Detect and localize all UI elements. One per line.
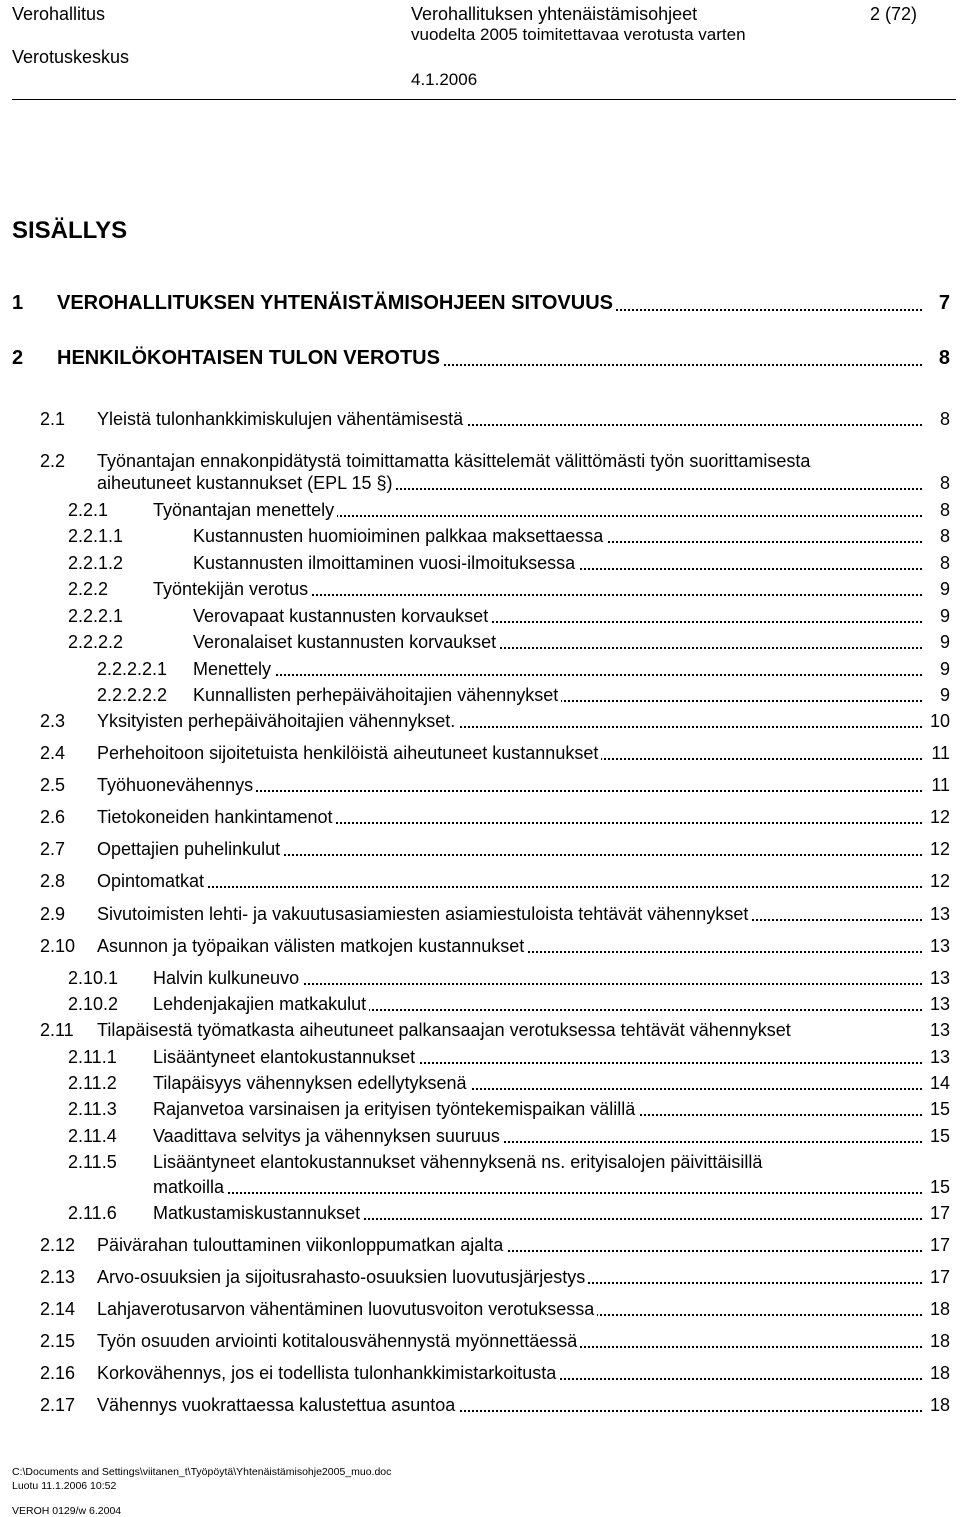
toc-entry-number: 2.11.1 [68, 1047, 117, 1067]
toc-entry-number: 2.2.2 [68, 579, 109, 599]
toc-entry-page: 12 [929, 871, 950, 891]
toc-entry-number: 2.2.2.2 [68, 632, 124, 652]
toc-entry-title: Työnantajan menettely [153, 500, 337, 520]
toc-entry-title: VEROHALLITUKSEN YHTENÄISTÄMISOHJEEN SITOVUUS [57, 292, 616, 314]
toc-entry[interactable] [0, 290, 960, 314]
header-doc-title: Verohallituksen yhtenäistämisohjeet [411, 4, 698, 24]
toc-entry-number: 2.3 [40, 711, 66, 731]
toc-dot-leader [193, 674, 922, 676]
toc-entry-title: Tilapäisestä työmatkasta aiheutuneet palkansaajan verotuksessa tehtävät vähennykset [97, 1020, 794, 1040]
toc-entry[interactable] [0, 1124, 960, 1148]
toc-entry-page: 17 [929, 1235, 950, 1255]
toc-entry-number: 2.2.2.1 [68, 606, 124, 626]
toc-entry-page: 13 [929, 904, 950, 924]
toc-entry[interactable] [0, 524, 960, 548]
toc-entry-number: 2.2.2.2.1 [97, 659, 168, 679]
toc-entry[interactable] [0, 604, 960, 628]
toc-entry-number: 2.10.1 [68, 968, 119, 988]
toc-entry-title: Verovapaat kustannusten korvaukset [193, 606, 491, 626]
header-page-number: 2 (72) [870, 4, 918, 24]
toc-entry-number: 2.4 [40, 743, 66, 763]
toc-entry-number: 2.11 [40, 1020, 74, 1040]
toc-entry[interactable] [0, 498, 960, 522]
toc-entry[interactable] [0, 1233, 960, 1257]
toc-entry[interactable] [0, 773, 960, 797]
toc-entry[interactable] [0, 992, 960, 1016]
footer-form-code: VEROH 0129/w 6.2004 [12, 1505, 122, 1517]
toc-entry-page: 11 [931, 743, 950, 763]
toc-entry[interactable] [0, 471, 960, 495]
header-date: 4.1.2006 [411, 70, 478, 89]
toc-entry-number: 2.10.2 [68, 994, 119, 1014]
toc-entry-page: 15 [929, 1177, 950, 1197]
toc-entry[interactable] [0, 1150, 960, 1174]
toc-entry-title: Rajanvetoa varsinaisen ja erityisen työntekemispaikan välillä [153, 1099, 638, 1119]
toc-entry-title: Työn osuuden arviointi kotitalousvähennystä myönnettäessä [97, 1331, 580, 1351]
toc-entry[interactable] [0, 966, 960, 990]
toc-entry-number: 1 [12, 292, 24, 314]
toc-entry-page: 13 [929, 936, 950, 956]
toc-entry[interactable] [0, 407, 960, 431]
toc-entry[interactable] [0, 1265, 960, 1289]
toc-entry-number: 2.6 [40, 807, 66, 827]
toc-entry-title: Työntekijän verotus [153, 579, 311, 599]
toc-entry[interactable] [0, 741, 960, 765]
toc-entry[interactable] [0, 1097, 960, 1121]
page-title: SISÄLLYS [12, 217, 128, 244]
toc-entry-page: 15 [929, 1126, 950, 1146]
toc-entry[interactable] [0, 934, 960, 958]
toc-entry-page: 9 [939, 632, 950, 652]
toc-entry-page: 8 [939, 526, 950, 546]
toc-entry-number: 2.9 [40, 904, 66, 924]
toc-entry-title: Asunnon ja työpaikan välisten matkojen kustannukset [97, 936, 527, 956]
toc-entry-page: 18 [929, 1299, 950, 1319]
toc-entry-title: Tilapäisyys vähennyksen edellytyksenä [153, 1073, 470, 1093]
toc-entry-title: Lisääntyneet elantokustannukset vähennyksenä ns. erityisalojen päivittäisillä [153, 1152, 765, 1172]
footer-file-path: C:\Documents and Settings\viitanen_t\Työpöytä\Yhtenäistämisohje2005_muo.doc [12, 1466, 392, 1478]
toc-entry[interactable] [0, 683, 960, 707]
toc-entry[interactable] [0, 1201, 960, 1225]
toc-entry-number: 2.11.6 [68, 1203, 117, 1223]
toc-entry-title: Menettely [193, 659, 274, 679]
toc-entry[interactable] [0, 1071, 960, 1095]
toc-entry-title: Työhuonevähennys [97, 775, 256, 795]
toc-entry-title: Perhehoitoon sijoitetuista henkilöistä aiheutuneet kustannukset [97, 743, 601, 763]
toc-entry[interactable] [0, 551, 960, 575]
toc-entry-number: 2.2.1.2 [68, 553, 124, 573]
toc-entry-number: 2.2.1 [68, 500, 109, 520]
toc-entry-page: 10 [929, 711, 950, 731]
toc-entry-title: Lehdenjakajien matkakulut [153, 994, 369, 1014]
toc-entry-page: 13 [929, 994, 950, 1014]
toc-entry[interactable] [0, 869, 960, 893]
toc-entry-number: 2.15 [40, 1331, 76, 1351]
toc-entry-page: 7 [938, 292, 950, 314]
toc-entry-title: Sivutoimisten lehti- ja vakuutusasiamiesten asiamiestuloista tehtävät vähennykset [97, 904, 751, 924]
toc-entry-page: 11 [931, 775, 950, 795]
toc-entry-number: 2.13 [40, 1267, 76, 1287]
toc-entry-number: 2.11.5 [68, 1152, 117, 1172]
toc-entry-title: Yksityisten perhepäivähoitajien vähennykset. [97, 711, 458, 731]
toc-entry-page: 14 [929, 1073, 950, 1093]
header-org: Verohallitus [12, 4, 106, 24]
toc-entry-title: Arvo-osuuksien ja sijoitusrahasto-osuuksien luovutusjärjestys [97, 1267, 588, 1287]
toc-entry-title: Vähennys vuokrattaessa kalustettua asuntoa [97, 1395, 458, 1415]
toc-entry-page: 8 [939, 500, 950, 520]
toc-entry-title: aiheutuneet kustannukset (EPL 15 §) [97, 473, 396, 493]
toc-entry[interactable] [0, 902, 960, 926]
toc-entry-title: Tietokoneiden hankintamenot [97, 807, 336, 827]
toc-entry-number: 2.2.2.2.2 [97, 685, 168, 705]
toc-entry-page: 17 [929, 1203, 950, 1223]
footer-created: Luotu 11.1.2006 10:52 [12, 1480, 117, 1492]
toc-entry[interactable] [0, 837, 960, 861]
toc-entry[interactable] [0, 345, 960, 369]
header-suborg: Verotuskeskus [12, 47, 130, 67]
toc-entry-number: 2.14 [40, 1299, 76, 1319]
toc-entry-title: matkoilla [153, 1177, 227, 1197]
toc-entry-page: 9 [939, 685, 950, 705]
toc-entry-page: 17 [929, 1267, 950, 1287]
toc-entry[interactable] [0, 657, 960, 681]
toc-entry-number: 2.7 [40, 839, 66, 859]
toc-entry-page: 18 [929, 1395, 950, 1415]
toc-entry-title: Yleistä tulonhankkimiskulujen vähentämisestä [97, 409, 466, 429]
toc-entry-number: 2.10 [40, 936, 76, 956]
toc-entry-title: Veronalaiset kustannusten korvaukset [193, 632, 499, 652]
toc-entry-title: Lisääntyneet elantokustannukset [153, 1047, 418, 1067]
toc-entry-page: 18 [929, 1331, 950, 1351]
toc-entry[interactable] [0, 1393, 960, 1417]
toc-entry-title: Opintomatkat [97, 871, 207, 891]
header-doc-subtitle: vuodelta 2005 toimitettavaa verotusta varten [411, 25, 746, 44]
toc-entry[interactable] [0, 1045, 960, 1069]
toc-entry-title: Kustannusten huomioiminen palkkaa maksettaessa [193, 526, 606, 546]
toc-entry[interactable] [0, 805, 960, 829]
toc-entry-page: 8 [938, 347, 950, 369]
toc-entry[interactable] [0, 709, 960, 733]
toc-entry-number: 2.8 [40, 871, 66, 891]
toc-entry-page: 8 [939, 553, 950, 573]
toc-entry[interactable] [0, 1361, 960, 1385]
toc-entry-title: Vaadittava selvitys ja vähennyksen suuruus [153, 1126, 503, 1146]
toc-entry[interactable] [0, 630, 960, 654]
toc-entry-number: 2.12 [40, 1235, 76, 1255]
toc-entry-number: 2.2.1.1 [68, 526, 124, 546]
toc-entry-page: 13 [929, 1020, 950, 1040]
toc-entry-title: Lahjaverotusarvon vähentäminen luovutusvoiton verotuksessa [97, 1299, 597, 1319]
toc-entry[interactable] [0, 577, 960, 601]
toc-entry-number: 2.11.4 [68, 1126, 117, 1146]
toc-entry-title: Opettajien puhelinkulut [97, 839, 283, 859]
toc-entry-title: HENKILÖKOHTAISEN TULON VEROTUS [57, 347, 443, 369]
toc-entry-page: 9 [939, 606, 950, 626]
toc-entry-page: 18 [929, 1363, 950, 1383]
toc-entry[interactable] [0, 1175, 960, 1199]
toc-entry[interactable] [0, 1297, 960, 1321]
toc-entry-title: Päivärahan tulouttaminen viikonloppumatkan ajalta [97, 1235, 506, 1255]
toc-entry-page: 13 [929, 968, 950, 988]
toc-entry-page: 12 [929, 839, 950, 859]
toc-entry[interactable] [0, 1018, 960, 1042]
toc-entry-number: 2 [12, 347, 24, 369]
toc-entry-page: 9 [939, 579, 950, 599]
toc-entry[interactable] [0, 1329, 960, 1353]
toc-entry-number: 2.16 [40, 1363, 76, 1383]
toc-entry-title: Kunnallisten perhepäivähoitajien vähennykset [193, 685, 561, 705]
toc-entry-title: Kustannusten ilmoittaminen vuosi-ilmoituksessa [193, 553, 578, 573]
toc-entry-title: Halvin kulkuneuvo [153, 968, 302, 988]
toc-entry-number: 2.5 [40, 775, 66, 795]
toc-entry-page: 8 [939, 409, 950, 429]
toc-entry-page: 9 [939, 659, 950, 679]
toc-entry-page: 12 [929, 807, 950, 827]
toc-entry[interactable] [0, 449, 960, 473]
toc-entry-title: Matkustamiskustannukset [153, 1203, 363, 1223]
toc-entry-page: 13 [929, 1047, 950, 1067]
toc-entry-title: Työnantajan ennakonpidätystä toimittamatta käsittelemät välittömästi työn suorittamisesta [97, 451, 813, 471]
toc-entry-number: 2.17 [40, 1395, 76, 1415]
toc-entry-title: Korkovähennys, jos ei todellista tulonhankkimistarkoitusta [97, 1363, 559, 1383]
toc-entry-page: 15 [929, 1099, 950, 1119]
toc-entry-number: 2.11.3 [68, 1099, 117, 1119]
toc-entry-number: 2.1 [40, 409, 66, 429]
toc-entry-number: 2.11.2 [68, 1073, 117, 1093]
toc-dot-leader [153, 1192, 922, 1194]
toc-entry-page: 8 [939, 473, 950, 493]
toc-entry-number: 2.2 [40, 451, 66, 471]
toc-dot-leader [97, 886, 922, 888]
